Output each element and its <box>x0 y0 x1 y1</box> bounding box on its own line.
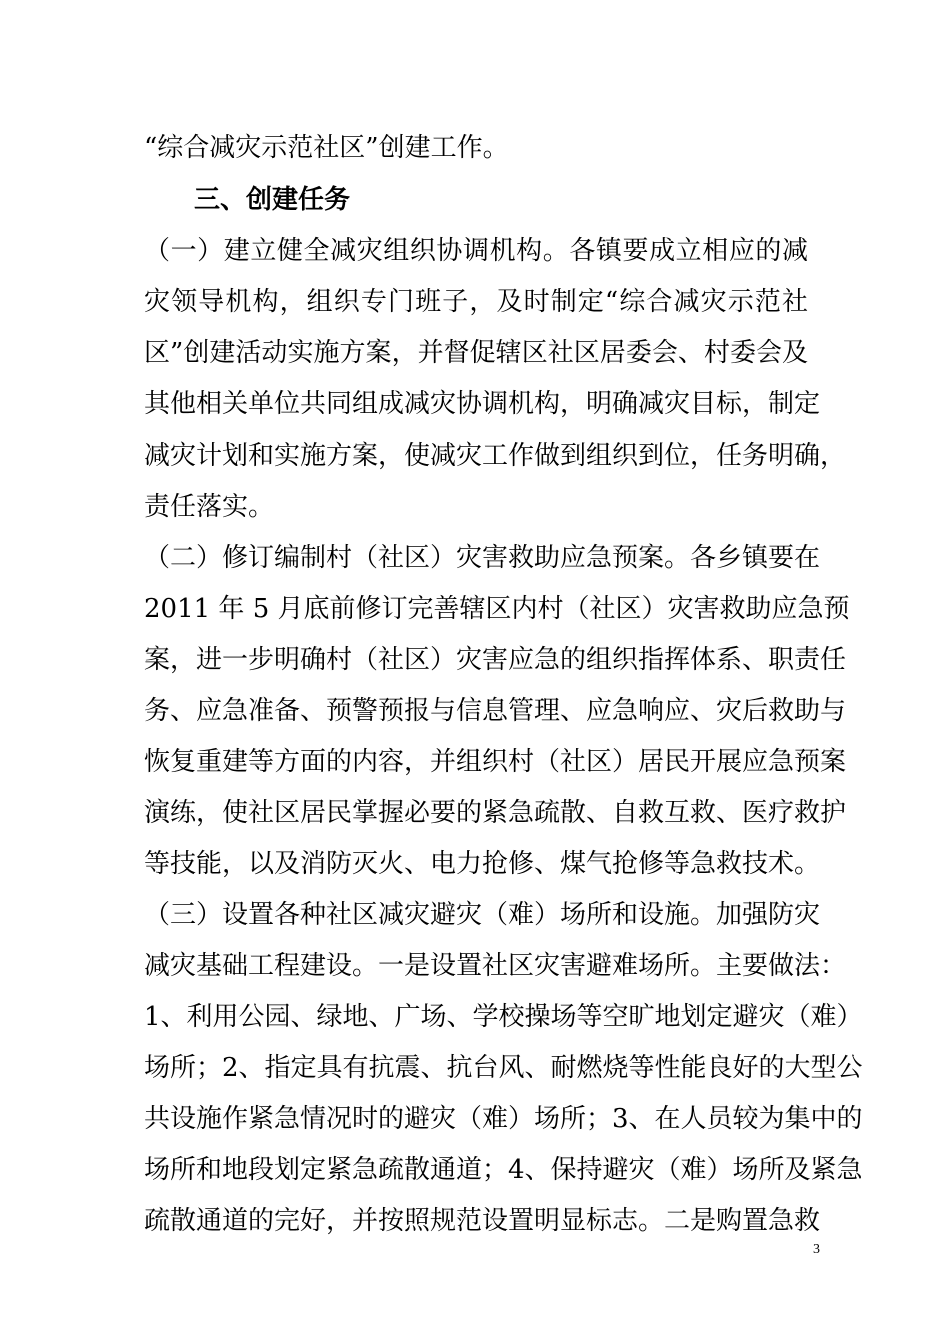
text-line: 疏散通道的完好，并按照规范设置明显标志。二是购置急救 <box>144 1206 821 1236</box>
text-line: 等技能，以及消防灭火、电力抢修、煤气抢修等急救技术。 <box>144 849 821 879</box>
text-line: 共设施作紧急情况时的避灾（难）场所；3、在人员较为集中的 <box>144 1104 863 1134</box>
text-line: 恢复重建等方面的内容，并组织村（社区）居民开展应急预案 <box>144 747 847 777</box>
text-line: 1、利用公园、绿地、广场、学校操场等空旷地划定避灾（难） <box>144 1002 863 1032</box>
text-line: 其他相关单位共同组成减灾协调机构，明确减灾目标，制定 <box>144 389 821 419</box>
text-line: 责任落实。 <box>144 492 275 522</box>
text-line: 区”创建活动实施方案，并督促辖区社区居委会、村委会及 <box>144 338 808 368</box>
text-line: 场所和地段划定紧急疏散通道；4、保持避灾（难）场所及紧急 <box>144 1155 863 1185</box>
section-heading: 三、创建任务 <box>194 185 351 215</box>
text-line: 2011 年 5 月底前修订完善辖区内村（社区）灾害救助应急预 <box>144 594 850 624</box>
text-line: （三）设置各种社区减灾避灾（难）场所和设施。加强防灾 <box>144 900 821 930</box>
page-number: 3 <box>813 1242 820 1257</box>
text-line: （二）修订编制村（社区）灾害救助应急预案。各乡镇要在 <box>144 543 821 573</box>
text-line: 案，进一步明确村（社区）灾害应急的组织指挥体系、职责任 <box>144 645 847 675</box>
text-line: “综合减灾示范社区”创建工作。 <box>144 133 509 163</box>
text-line: 灾领导机构，组织专门班子，及时制定“综合减灾示范社 <box>144 287 808 317</box>
text-line: （一）建立健全减灾组织协调机构。各镇要成立相应的减 <box>144 236 808 266</box>
text-line: 演练，使社区居民掌握必要的紧急疏散、自救互救、医疗救护 <box>144 798 847 828</box>
text-line: 减灾基础工程建设。一是设置社区灾害避难场所。主要做法： <box>144 951 847 981</box>
text-line: 务、应急准备、预警预报与信息管理、应急响应、灾后救助与 <box>144 696 847 726</box>
text-line: 减灾计划和实施方案，使减灾工作做到组织到位，任务明确， <box>144 441 847 471</box>
text-line: 场所；2、指定具有抗震、抗台风、耐燃烧等性能良好的大型公 <box>144 1053 863 1083</box>
